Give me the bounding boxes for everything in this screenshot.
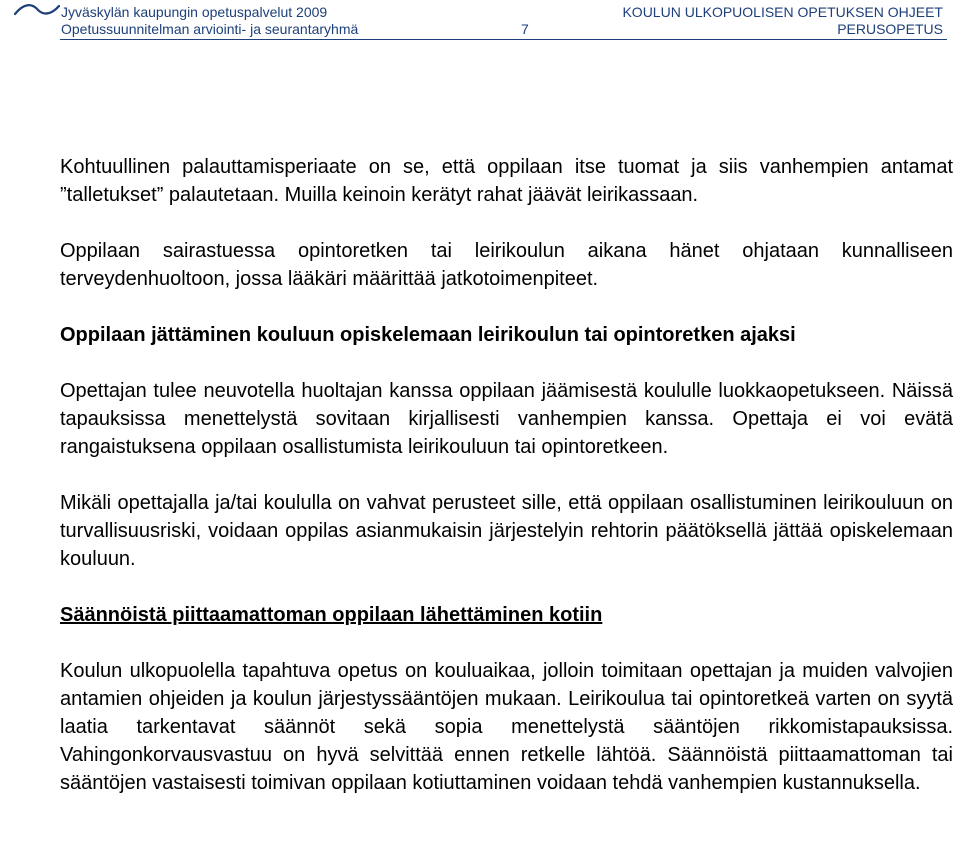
- heading-sending-home: Säännöistä piittaamattoman oppilaan lähettäminen kotiin: [60, 604, 603, 626]
- paragraph-rules: Koulun ulkopuolella tapahtuva opetus on kouluaikaa, jolloin toimitaan opettajan ja muiden valvojien antamien ohjeiden ja koulun järjestyssääntöjen mukaan. Leirikoulua tai opintoretkeä varten on syytä laatia tarkentavat säännöt sekä sopia menettelystä sääntöjen rikkomistapauksissa. Vahingonkorvausvastuu on hyvä selvittää ennen retkelle lähtöä. Säännöistä piittaamattoman tai sääntöjen vastaisesti toimivan oppilaan kotiuttaminen voidaan tehdä vanhempien kustannuksella.: [60, 660, 953, 794]
- heading-staying-at-school: Oppilaan jättäminen kouluun opiskelemaan leirikoulun tai opintoretken ajaksi: [60, 324, 796, 346]
- header-section: PERUSOPETUS: [837, 21, 943, 37]
- document-body: [60, 153, 953, 797]
- paragraph-illness: Oppilaan sairastuessa opintoretken tai leirikoulun aikana hänet ohjataan kunnalliseen terveydenhuoltoon, jossa lääkäri määrittää jatkotoimenpiteet.: [60, 240, 953, 290]
- header-document-title: KOULUN ULKOPUOLISEN OPETUKSEN OHJEET: [622, 4, 943, 20]
- header-group: Opetussuunnitelman arviointi- ja seurantaryhmä: [61, 21, 359, 37]
- paragraph-safety-risk: Mikäli opettajalla ja/tai koululla on vahvat perusteet sille, että oppilaan osallistuminen leirikouluun on turvallisuusriski, voidaan oppilas asianmukaisin järjestelyin rehtorin päätöksellä jättää opiskelemaan kouluun.: [60, 492, 953, 570]
- paragraph-refund-principle: Kohtuullinen palauttamisperiaate on se, että oppilaan itse tuomat ja siis vanhempien antamat ”talletukset” palautetaan. Muilla keinoin kerätyt rahat jäävät leirikassaan.: [60, 156, 953, 206]
- page-header: [0, 0, 960, 42]
- page-number: 7: [521, 21, 529, 37]
- header-organization: Jyväskylän kaupungin opetuspalvelut 2009: [61, 4, 328, 20]
- header-divider: [60, 39, 947, 40]
- wave-swoosh-logo-icon: [14, 1, 60, 19]
- paragraph-guardian-discussion: Opettajan tulee neuvotella huoltajan kanssa oppilaan jäämisestä koululle luokkaopetukseen. Näissä tapauksissa menettelystä sovitaan kirjallisesti vanhempien kanssa. Opettaja ei voi evätä rangaistuksena oppilaan osallistumista leirikouluun tai opintoretkeen.: [60, 380, 953, 458]
